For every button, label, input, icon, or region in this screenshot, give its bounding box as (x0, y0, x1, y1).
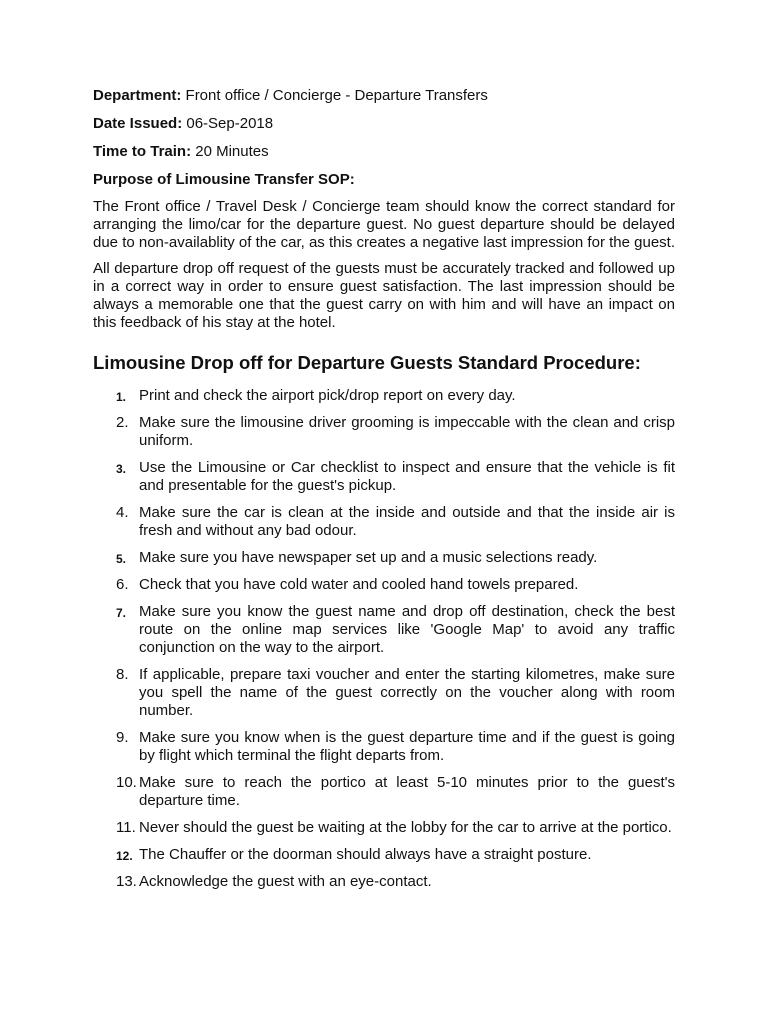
procedure-heading: Limousine Drop off for Departure Guests Standard Procedure: (93, 352, 641, 373)
time-to-train-label: Time to Train: (93, 143, 192, 160)
document-page (93, 86, 675, 900)
time-to-train-line (93, 142, 675, 161)
step-text: Make sure to reach the portico at least 5-10 minutes prior to the guest's departure time. (139, 774, 675, 809)
step-number: 7. (116, 606, 127, 620)
step-text: Make sure you know when is the guest departure time and if the guest is going by flight which terminal the flight departs from. (139, 729, 675, 764)
step-text: Make sure you know the guest name and drop off destination, check the best route on the online map services like 'Google Map' to avoid any traffic conjunction on the way to the airport. (139, 603, 675, 656)
procedure-step (93, 774, 675, 810)
date-issued-label: Date Issued: (93, 115, 183, 132)
step-number: 6. (116, 576, 129, 593)
step-text: Print and check the airport pick/drop report on every day. (139, 387, 516, 404)
procedure-step (93, 846, 675, 864)
procedure-step (93, 459, 675, 495)
procedure-step (93, 666, 675, 720)
purpose-paragraph: The Front office / Travel Desk / Concierge team should know the correct standard for arranging the limo/car for the departure guest. No guest departure should be delayed due to non-availablity of the car, as this creates a negative last impression for the guest. (93, 198, 675, 251)
step-text: If applicable, prepare taxi voucher and enter the starting kilometres, make sure you spell the name of the guest correctly on the voucher along with room number. (139, 666, 675, 719)
time-to-train-value: 20 Minutes (191, 143, 269, 160)
department-value: Front office / Concierge - Departure Transfers (181, 87, 488, 104)
procedure-step (93, 729, 675, 765)
step-number: 1. (116, 390, 127, 404)
step-number: 12. (116, 849, 133, 863)
purpose-paragraph: All departure drop off request of the guests must be accurately tracked and followed up in a correct way in order to ensure guest satisfaction. The last impression should be always a memorable one that the guest carry on with him and will have an impact on this feedback of his stay at the hotel. (93, 260, 675, 331)
procedure-step (93, 387, 675, 405)
date-issued-value: 06-Sep-2018 (182, 115, 274, 132)
step-number: 4. (116, 504, 129, 521)
step-number: 2. (116, 414, 129, 431)
step-number: 10. (116, 774, 137, 791)
step-text: Acknowledge the guest with an eye-contact. (139, 873, 432, 890)
step-text: Check that you have cold water and cooled hand towels prepared. (139, 576, 579, 593)
step-text: Make sure the limousine driver grooming is impeccable with the clean and crisp uniform. (139, 414, 675, 449)
step-number: 8. (116, 666, 129, 683)
date-issued-line (93, 114, 675, 133)
procedure-step (93, 414, 675, 450)
procedure-step (93, 819, 675, 837)
procedure-step (93, 873, 675, 891)
step-number: 3. (116, 462, 127, 476)
procedure-step (93, 603, 675, 657)
step-number: 5. (116, 552, 127, 566)
step-text: Use the Limousine or Car checklist to inspect and ensure that the vehicle is fit and presentable for the guest's pickup. (139, 459, 675, 494)
step-text: Make sure the car is clean at the inside and outside and that the inside air is fresh and without any bad odour. (139, 504, 675, 539)
step-text: Make sure you have newspaper set up and a music selections ready. (139, 549, 598, 566)
step-number: 11. (116, 819, 136, 836)
step-number: 13. (116, 873, 137, 890)
department-line (93, 86, 675, 105)
step-number: 9. (116, 729, 129, 746)
procedure-step (93, 549, 675, 567)
step-text: Never should the guest be waiting at the lobby for the car to arrive at the portico. (139, 819, 672, 836)
purpose-heading: Purpose of Limousine Transfer SOP: (93, 171, 355, 188)
department-label: Department: (93, 87, 182, 104)
procedure-steps-list (93, 387, 675, 891)
procedure-step (93, 504, 675, 540)
procedure-step (93, 576, 675, 594)
step-text: The Chauffer or the doorman should always have a straight posture. (139, 846, 592, 863)
